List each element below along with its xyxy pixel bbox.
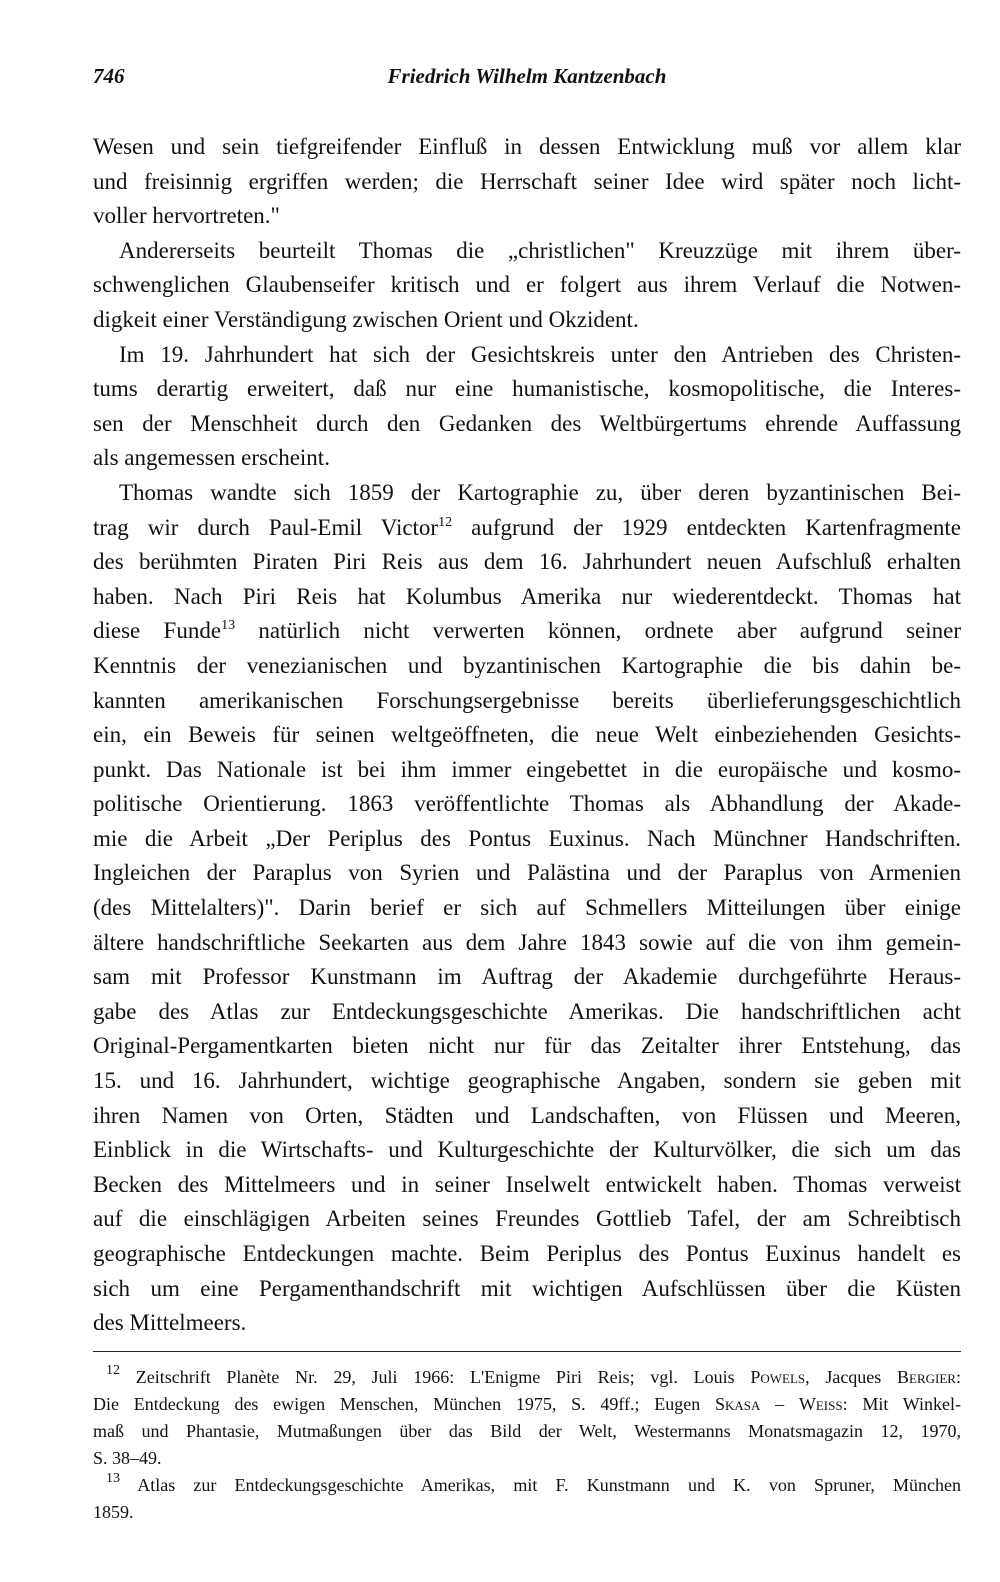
text-line: (des Mittelalters)". Darin berief er sich auf Schmellers Mitteilungen über einige	[93, 895, 961, 921]
text-line: voller hervortreten."	[93, 203, 280, 229]
text-line: ihren Namen von Orten, Städten und Landschaften, von Flüssen und Meeren,	[93, 1102, 961, 1128]
paragraph-1	[93, 130, 961, 234]
text-line: 15. und 16. Jahrhundert, wichtige geographische Angaben, sondern sie geben mit	[93, 1068, 961, 1094]
text-line: geographische Entdeckungen machte. Beim Periplus des Pontus Euxinus handelt es	[93, 1241, 961, 1266]
text-line: kannten amerikanischen Forschungsergebnisse bereits überlieferungsgeschichtlich	[93, 687, 961, 713]
text-line: mie die Arbeit „Der Periplus des Pontus Euxinus. Nach Münchner Handschriften.	[93, 825, 961, 851]
text-line: Wesen und sein tiefgreifender Einfluß in dessen Entwicklung muß vor allem klar	[93, 134, 961, 159]
author-name: Bergier	[897, 1366, 956, 1387]
text-segment: :	[955, 1366, 961, 1387]
text-line: schwenglichen Glaubenseifer kritisch und er folgert aus ihrem Verlauf die Notwen-	[93, 272, 961, 298]
paragraph-3	[93, 338, 961, 476]
text-segment: : Mit Winkel-	[842, 1393, 962, 1414]
text-line: des Mittelmeers.	[93, 1310, 247, 1336]
text-line: digkeit einer Verständigung zwischen Orient und Okzident.	[93, 306, 639, 332]
text-line: gabe des Atlas zur Entdeckungsgeschichte Amerikas. Die handschriftlichen acht	[93, 998, 961, 1024]
page-number: 746	[93, 64, 125, 88]
text-segment: diese Funde	[93, 618, 222, 644]
text-line: ein, ein Beweis für seinen weltgeöffneten, die neue Welt einbeziehenden Gesichts-	[93, 722, 961, 748]
footnote-divider	[93, 1351, 961, 1352]
author-name: Powels	[750, 1366, 806, 1387]
author-name: Weiss	[798, 1393, 843, 1414]
text-line: Ingleichen der Paraplus von Syrien und Palästina und der Paraplus von Armenien	[93, 860, 961, 886]
text-line: politische Orientierung. 1863 veröffentlichte Thomas als Abhandlung der Akade-	[93, 791, 961, 817]
footnotes	[93, 1364, 961, 1526]
text-line: tums derartig erweitert, daß nur eine humanistische, kosmopolitische, die Interes-	[93, 376, 961, 402]
text-line: ältere handschriftliche Seekarten aus dem Jahre 1843 sowie auf die von ihm gemein-	[93, 929, 961, 955]
text-line	[93, 614, 961, 649]
text-line: als angemessen erscheint.	[93, 445, 330, 471]
footnote-13	[93, 1472, 961, 1526]
text-line: und freisinnig ergriffen werden; die Herrschaft seiner Idee wird später noch licht-	[93, 168, 961, 194]
text-line: Kenntnis der venezianischen und byzantinischen Kartographie die bis dahin be-	[93, 652, 961, 678]
text-line: Becken des Mittelmeers und in seiner Inselwelt entwickelt haben. Thomas verweist	[93, 1171, 961, 1197]
author-name: Skasa	[714, 1393, 761, 1414]
text-segment: , Jacques	[805, 1366, 898, 1387]
text-line: des berühmten Piraten Piri Reis aus dem 16. Jahrhundert neuen Aufschluß erhalten	[93, 549, 961, 575]
text-segment: Atlas zur Entdeckungsgeschichte Amerikas, mit F. Kunstmann und K. von Spruner, München	[137, 1474, 961, 1495]
text-segment: –	[760, 1393, 799, 1414]
text-segment: Die Entdeckung des ewigen Menschen, München 1975, S. 49ff.; Eugen	[93, 1393, 715, 1414]
footnote-line: S. 38–49.	[93, 1447, 162, 1468]
text-line: Einblick in die Wirtschafts- und Kulturgeschichte der Kulturvölker, die sich um das	[93, 1137, 961, 1163]
footnote-ref-13: 13	[221, 618, 236, 634]
running-head	[93, 58, 961, 94]
text-line: haben. Nach Piri Reis hat Kolumbus Amerika nur wiederentdeckt. Thomas hat	[93, 583, 961, 609]
paragraph-4	[93, 476, 961, 1341]
text-line: Im 19. Jahrhundert hat sich der Gesichtskreis unter den Antrieben des Christen-	[119, 341, 961, 367]
text-segment: aufgrund der 1929 entdeckten Kartenfragmente	[452, 514, 961, 540]
footnote-line: maß und Phantasie, Mutmaßungen über das Bild der Welt, Westermanns Monatsmagazin 12, 1970,	[93, 1420, 961, 1441]
text-segment: natürlich nicht verwerten können, ordnete aber aufgrund seiner	[235, 618, 962, 644]
running-title-author: Friedrich Wilhelm Kantzenbach	[387, 64, 667, 88]
footnote-line	[93, 1391, 961, 1418]
text-segment: Zeitschrift Planète Nr. 29, Juli 1966: L'Enigme Piri Reis; vgl. Louis	[135, 1366, 751, 1387]
text-line: Thomas wandte sich 1859 der Kartographie zu, über deren byzantinischen Bei-	[119, 479, 961, 505]
text-segment: trag wir durch Paul-Emil Victor	[93, 514, 439, 540]
text-line	[93, 511, 961, 546]
footnote-line: 1859.	[93, 1501, 134, 1522]
text-line: Andererseits beurteilt Thomas die „christlichen" Kreuzzüge mit ihrem über-	[119, 237, 961, 263]
text-line: auf die einschlägigen Arbeiten seines Freundes Gottlieb Tafel, der am Schreibtisch	[93, 1206, 961, 1232]
text-line: sich um eine Pergamenthandschrift mit wichtigen Aufschlüssen über die Küsten	[93, 1275, 961, 1301]
main-text	[93, 130, 961, 1341]
footnote-line	[93, 1472, 961, 1499]
footnote-ref-12: 12	[438, 514, 453, 530]
footnote-line	[93, 1364, 961, 1391]
footnote-12	[93, 1364, 961, 1472]
text-line: Original-Pergamentkarten bieten nicht nur für das Zeitalter ihrer Entstehung, das	[93, 1033, 961, 1059]
text-line: punkt. Das Nationale ist bei ihm immer eingebettet in die europäische und kosmo-	[93, 756, 961, 782]
text-line: sam mit Professor Kunstmann im Auftrag der Akademie durchgeführte Heraus-	[93, 964, 961, 990]
footnote-marker: 13	[106, 1470, 120, 1486]
footnote-marker: 12	[106, 1362, 120, 1378]
book-page	[93, 58, 961, 1526]
text-line: sen der Menschheit durch den Gedanken des Weltbürgertums ehrende Auffassung	[93, 410, 961, 436]
paragraph-2	[93, 234, 961, 338]
